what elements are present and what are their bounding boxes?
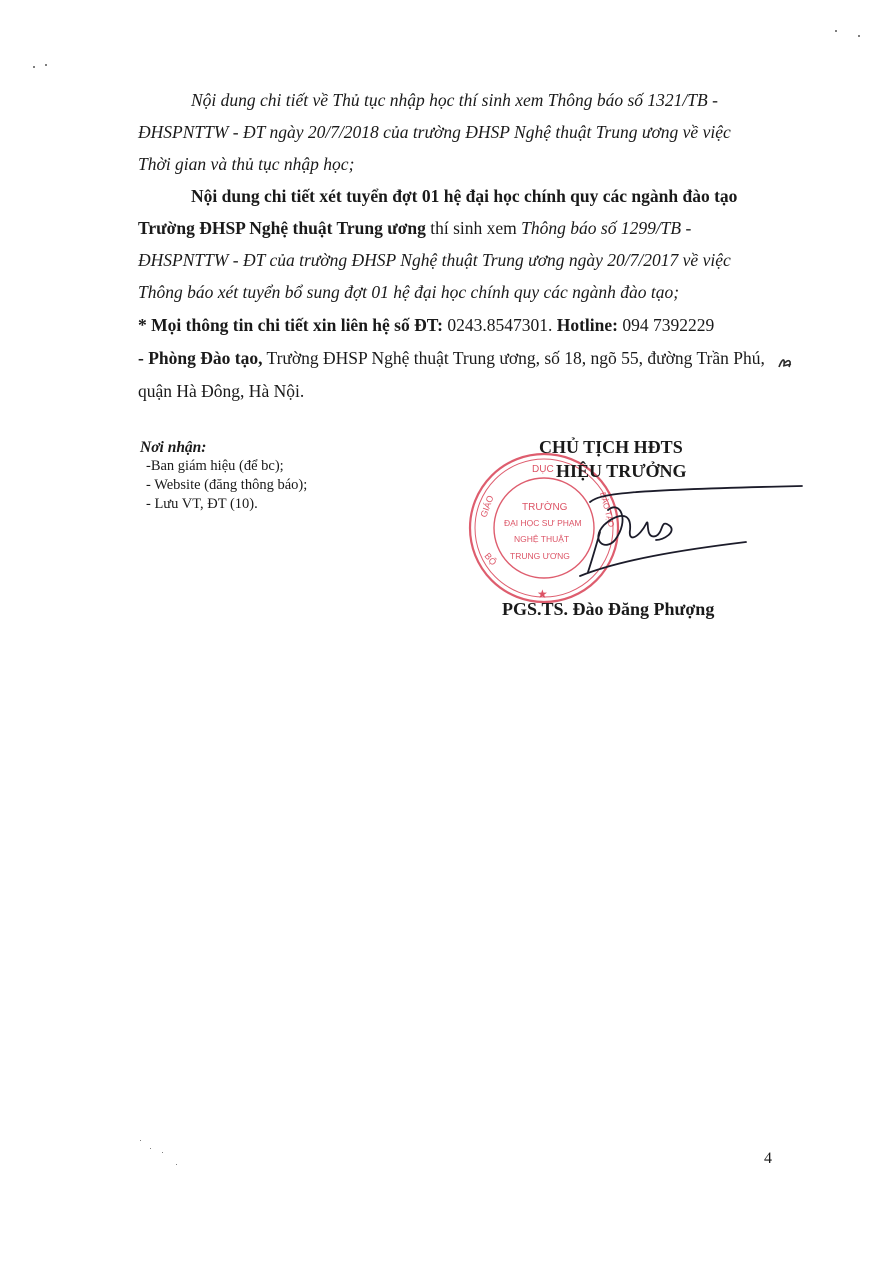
scan-speck	[858, 35, 860, 37]
scan-speck	[33, 66, 35, 68]
p2-line2	[138, 217, 691, 239]
p2-line4: Thông báo xét tuyển bổ sung đợt 01 hệ đại học chính quy các ngành đào tạo;	[138, 282, 680, 302]
seal-line3: NGHỆ THUẬT	[514, 534, 570, 544]
hotline-label: Hotline:	[556, 315, 618, 335]
contact-line	[138, 314, 714, 336]
handwritten-mark	[777, 355, 795, 371]
signer-name: PGS.TS. Đào Đăng Phượng	[502, 599, 715, 619]
seal-line4: TRUNG ƯƠNG	[510, 551, 570, 561]
recipient-item: -Ban giám hiệu (để bc);	[146, 458, 284, 474]
scan-speck	[176, 1164, 177, 1165]
seal-line2: ĐẠI HỌC SƯ PHẠM	[504, 518, 582, 528]
scan-speck	[150, 1148, 151, 1149]
signer-title-2: HIỆU TRƯỞNG	[556, 461, 687, 481]
recipient-item: - Website (đăng thông báo);	[146, 477, 308, 493]
p1-line3: Thời gian và thủ tục nhập học;	[138, 154, 355, 174]
p1-line2: ĐHSPNTTW - ĐT ngày 20/7/2018 của trường ĐHSP Nghệ thuật Trung ương về việc	[138, 122, 731, 142]
seal-top-text: DỤC	[532, 464, 554, 475]
seal-right-text: ĐÀO TẠO	[598, 491, 617, 529]
page-number: 4	[764, 1150, 772, 1167]
address-dept: - Phòng Đào tạo,	[138, 348, 263, 368]
signer-title-1: CHỦ TỊCH HĐTS	[539, 437, 683, 457]
address-text: Trường ĐHSP Nghệ thuật Trung ương, số 18, ngõ 55, đường Trần Phú,	[262, 348, 765, 368]
seal-line1: TRƯỜNG	[522, 502, 568, 513]
scan-speck	[162, 1152, 163, 1153]
hotline-number: 094 7392229	[617, 315, 715, 335]
p1-line1: Nội dung chi tiết về Thủ tục nhập học thí sinh xem Thông báo số 1321/TB -	[191, 90, 718, 110]
p2-line2-normal: thí sinh xem	[425, 218, 522, 238]
seal-star-icon: ★	[537, 587, 548, 601]
scan-speck	[835, 30, 837, 32]
contact-phone: 0243.8547301.	[442, 315, 557, 335]
seal-bottom-left-text: BỘ	[482, 550, 499, 568]
seal-left-text: GIÁO	[478, 494, 496, 519]
p2-line3: ĐHSPNTTW - ĐT của trường ĐHSP Nghệ thuật Trung ương ngày 20/7/2017 về việc	[138, 250, 731, 270]
handwritten-signature	[560, 480, 820, 590]
scan-speck	[140, 1140, 141, 1141]
p2-line2-italic: Thông báo số 1299/TB -	[521, 218, 692, 238]
scan-speck	[45, 64, 47, 66]
address-line1	[138, 347, 765, 369]
p2-line2-bold: Trường ĐHSP Nghệ thuật Trung ương	[138, 218, 426, 238]
recipients-title: Nơi nhận:	[140, 439, 207, 456]
p2-line1: Nội dung chi tiết xét tuyển đợt 01 hệ đại học chính quy các ngành đào tạo	[191, 186, 738, 206]
contact-label: * Mọi thông tin chi tiết xin liên hệ số ĐT:	[138, 315, 443, 335]
address-line2: quận Hà Đông, Hà Nội.	[138, 381, 305, 401]
recipient-item: - Lưu VT, ĐT (10).	[146, 496, 258, 512]
